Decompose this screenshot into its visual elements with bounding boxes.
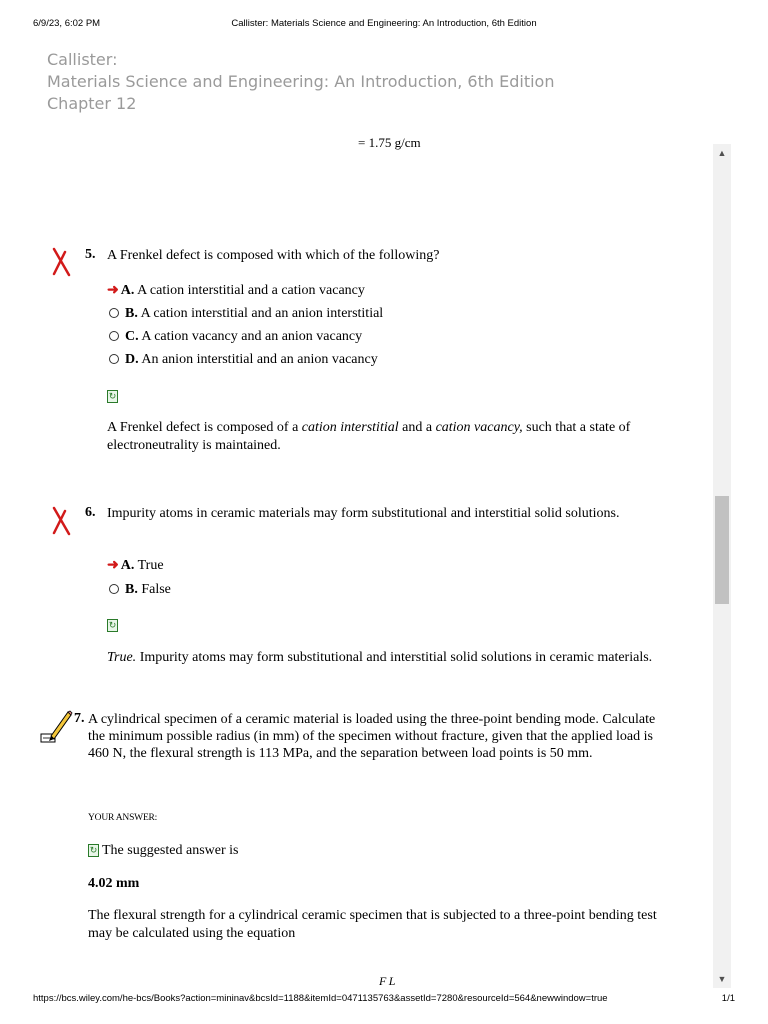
option-b[interactable]: B. False bbox=[109, 581, 171, 599]
question-number: 7. bbox=[74, 711, 85, 726]
explanation: The flexural strength for a cylindrical ceramic specimen that is subjected to a three-point bending test may be calculated using the equation bbox=[88, 908, 657, 941]
red-x-icon bbox=[50, 506, 72, 536]
option-a[interactable]: ➜ A. A cation interstitial and a cation vacancy bbox=[107, 283, 365, 298]
pencil-icon bbox=[37, 708, 73, 744]
question-number: 5. bbox=[85, 247, 96, 262]
suggested-answer-label: The suggested answer is bbox=[102, 843, 239, 858]
option-c[interactable]: C. A cation vacancy and an anion vacancy bbox=[109, 328, 362, 346]
red-arrow-icon: ➜ bbox=[107, 283, 119, 298]
option-a[interactable]: ➜ A. True bbox=[107, 558, 164, 573]
formula-fragment: F L bbox=[379, 974, 396, 988]
feedback-icon: ↻ bbox=[108, 620, 117, 630]
answer-value: 4.02 mm bbox=[88, 876, 140, 891]
radio-icon[interactable] bbox=[109, 584, 119, 594]
chapter-label: Chapter 12 bbox=[47, 94, 137, 113]
red-arrow-icon: ➜ bbox=[107, 558, 119, 573]
book-name: Materials Science and Engineering: An Introduction, 6th Edition bbox=[47, 72, 555, 91]
explanation: A Frenkel defect is composed of a cation interstitial and a cation vacancy, such that a state of electroneutrality is maintained. bbox=[107, 420, 631, 453]
radio-icon[interactable] bbox=[109, 308, 119, 318]
question-number: 6. bbox=[85, 505, 96, 520]
page-number: 1/1 bbox=[721, 993, 735, 1004]
scroll-up-arrow-icon[interactable]: ▲ bbox=[717, 148, 727, 158]
radio-icon[interactable] bbox=[109, 354, 119, 364]
explanation: True. Impurity atoms may form substitutional and interstitial solid solutions in ceramic materials. bbox=[107, 650, 653, 665]
print-date: 6/9/23, 6:02 PM bbox=[33, 18, 101, 29]
red-x-icon bbox=[50, 247, 72, 277]
option-d[interactable]: D. An anion interstitial and an anion vacancy bbox=[109, 351, 378, 369]
radio-icon[interactable] bbox=[109, 331, 119, 341]
your-answer-label: YOUR ANSWER: bbox=[88, 813, 158, 823]
scroll-down-arrow-icon[interactable]: ▼ bbox=[717, 974, 727, 984]
question-text: A cylindrical specimen of a ceramic material is loaded using the three-point bending mode. Calculate the minimum possible radius (in mm) of the specimen without fracture, given that the applied load is 460 N, the flexural strength is 113 MPa, and the separation between load points is 50 mm. bbox=[88, 712, 656, 761]
option-b[interactable]: B. A cation interstitial and an anion interstitial bbox=[109, 305, 383, 323]
book-author: Callister: bbox=[47, 50, 118, 69]
feedback-icon: ↻ bbox=[89, 845, 98, 855]
feedback-icon: ↻ bbox=[108, 391, 117, 401]
print-title: Callister: Materials Science and Engineering: An Introduction, 6th Edition bbox=[231, 18, 537, 29]
quiz-content bbox=[33, 135, 712, 988]
book-title bbox=[47, 49, 554, 115]
scroll-thumb[interactable] bbox=[715, 496, 729, 604]
question-text: A Frenkel defect is composed with which of the following? bbox=[107, 248, 440, 263]
scrollbar[interactable] bbox=[713, 144, 731, 988]
cut-off-text: = 1.75 g/cm bbox=[358, 135, 421, 150]
page-url: https://bcs.wiley.com/he-bcs/Books?action=mininav&bcsId=1188&itemId=0471135763&assetId=7280&resourceId=564&newwindow=true bbox=[33, 993, 608, 1004]
question-text: Impurity atoms in ceramic materials may form substitutional and interstitial solid solutions. bbox=[107, 506, 620, 521]
